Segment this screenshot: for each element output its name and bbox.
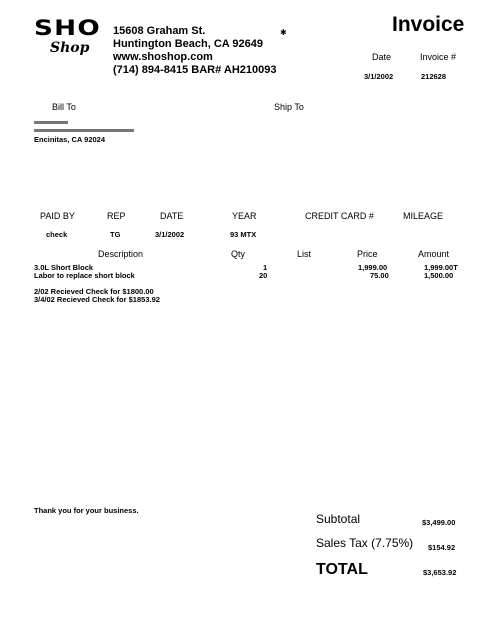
company-website: www.shoshop.com (113, 51, 213, 63)
table-row-2-price: 75.00 (370, 271, 389, 280)
invoice-date-label: Date (372, 52, 392, 62)
payment-note-1: 2/02 Recieved Check for $1800.00 (34, 287, 154, 296)
items-header-price: Price (357, 249, 378, 259)
sales-tax-value: $154.92 (428, 543, 456, 552)
items-header-description: Description (98, 249, 144, 259)
table-row-1-qty: 1 (263, 263, 268, 272)
table-row-2-qty: 20 (259, 271, 268, 280)
table-row-1-amount: 1,999.00T (424, 263, 458, 272)
redacted-street (34, 129, 134, 132)
ship-to-label: Ship To (274, 102, 304, 112)
company-logo-mark: SHO (34, 16, 101, 40)
items-header-list: List (297, 249, 312, 259)
invoice-date: 3/1/2002 (364, 72, 394, 81)
table-row-2-description: Labor to replace short block (34, 271, 135, 280)
value-rep: TG (110, 230, 121, 239)
table-row-1-price: 1,999.00 (358, 263, 388, 272)
subtotal-value: $3,499.00 (422, 518, 456, 527)
header-credit-card: CREDIT CARD # (305, 211, 374, 221)
invoice-number-label: Invoice # (420, 52, 457, 62)
value-date: 3/1/2002 (155, 230, 185, 239)
subtotal-label: Subtotal (316, 512, 361, 526)
bill-to-city: Encinitas, CA 92024 (34, 135, 106, 144)
value-year: 93 MTX (230, 230, 257, 239)
items-header-qty: Qty (231, 249, 246, 259)
header-mileage: MILEAGE (403, 211, 444, 221)
scan-mark: ✱ (280, 28, 287, 37)
invoice-title: Invoice (392, 13, 465, 36)
address-line-1: 15608 Graham St. (113, 25, 206, 37)
redacted-name (34, 121, 68, 124)
company-address (113, 25, 276, 77)
bill-to-label: Bill To (52, 102, 76, 112)
thank-you-message: Thank you for your business. (34, 506, 139, 515)
header-date: DATE (160, 211, 184, 221)
header-year: YEAR (232, 211, 257, 221)
header-paid-by: PAID BY (40, 211, 75, 221)
sales-tax-label: Sales Tax (7.75%) (316, 536, 414, 550)
payment-note-2: 3/4/02 Recieved Check for $1853.92 (34, 295, 160, 304)
company-logo-text: Shop (50, 40, 90, 56)
value-paid-by: check (46, 230, 68, 239)
total-label: TOTAL (316, 561, 368, 578)
table-row-2-amount: 1,500.00 (424, 271, 454, 280)
address-line-2: Huntington Beach, CA 92649 (113, 38, 263, 50)
items-header-amount: Amount (418, 249, 450, 259)
invoice-number: 212628 (421, 72, 447, 81)
header-rep: REP (107, 211, 126, 221)
total-value: $3,653.92 (423, 568, 457, 577)
company-phone-bar: (714) 894-8415 BAR# AH210093 (113, 64, 277, 76)
table-row-1-description: 3.0L Short Block (34, 263, 94, 272)
